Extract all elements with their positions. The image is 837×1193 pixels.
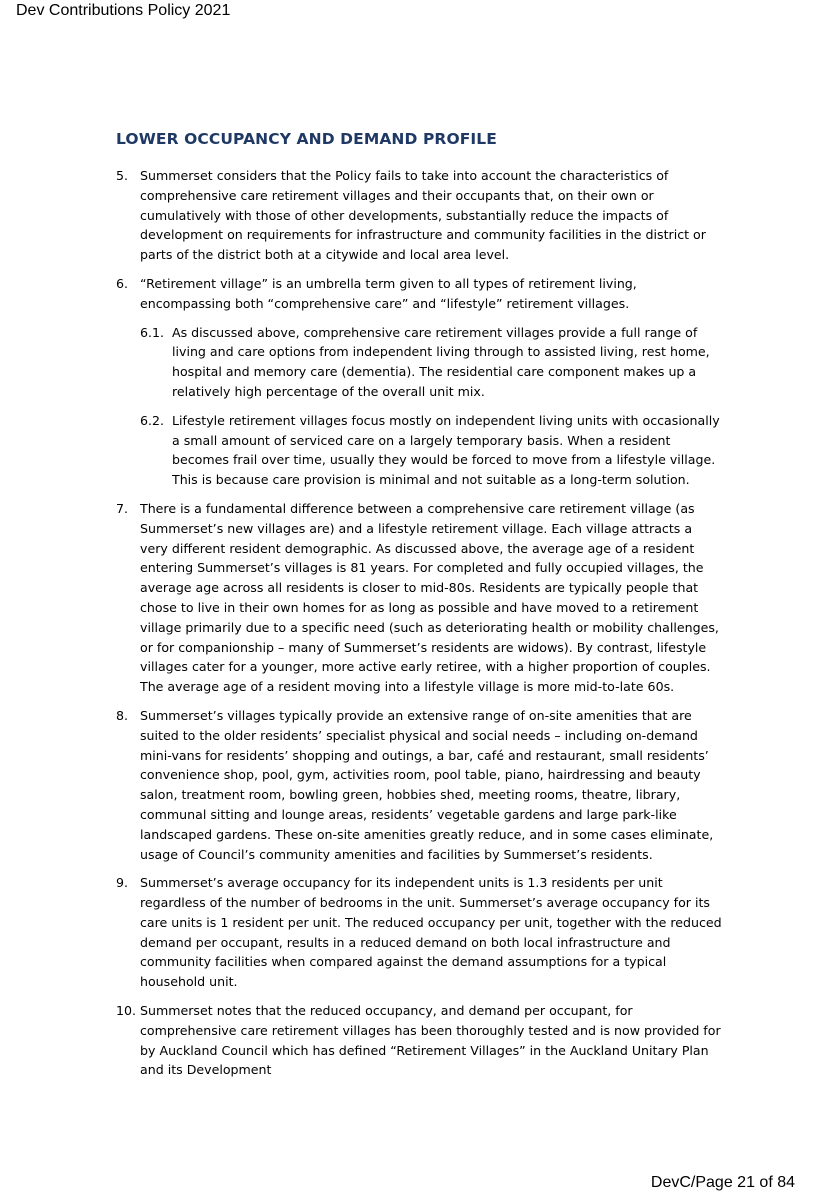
paragraph-number: 5.	[116, 168, 129, 183]
paragraph-number: 6.1.	[140, 324, 165, 340]
paragraph-6	[116, 274, 722, 314]
paragraph-number: 8.	[116, 707, 129, 723]
paragraph-7	[116, 499, 722, 697]
paragraph-text: Summerset’s average occupancy for its independent units is 1.3 residents per unit regardless of the number of bedrooms in the unit. Summerset’s average occupancy for its care units is 1 resident per unit. The reduced occupancy per unit, together with the reduced demand per occupant, results in a reduced demand on both local infrastructure and community facilities when compared against the demand assumptions for a typical household unit.	[140, 875, 722, 990]
paragraph-number: 7.	[116, 500, 129, 516]
paragraph-text: Summerset considers that the Policy fails to take into account the characteristics of comprehensive care retirement villages and their occupants that, on their own or cumulatively with those of other developments, substantially reduce the impacts of development on requirements for infrastructure and community facilities in the district or parts of the district both at a citywide and local area level.	[140, 168, 706, 263]
paragraph-text: Summerset’s villages typically provide an extensive range of on-site amenities that are suited to the older residents’ specialist physical and social needs – including on-demand mini-vans for residents’ shopping and outings, a bar, café and restaurant, small residents’ convenience shop, pool, gym, activities room, pool table, piano, hairdressing and beauty salon, treatment room, bowling green, hobbies shed, meeting rooms, theatre, library, communal sitting and lounge areas, residents’ vegetable gardens and large park-like landscaped gardens. These on-site amenities greatly reduce, and in some cases eliminate, usage of Council’s community amenities and facilities by Summerset’s residents.	[140, 707, 714, 862]
paragraph-text: As discussed above, comprehensive care retirement villages provide a full range of living and care options from independent living through to assisted living, rest home, hospital and memory care (dementia). The residential care component makes up a relatively high percentage of the overall unit mix.	[172, 324, 710, 399]
page-footer: DevC/Page 21 of 84	[650, 1174, 795, 1191]
paragraph-10	[116, 1001, 722, 1080]
paragraph-text: Summerset notes that the reduced occupancy, and demand per occupant, for comprehensive care retirement villages has been thoroughly tested and is now provided for by Auckland Council which has defined “Retirement Villages” in the Auckland Unitary Plan and its Development	[140, 1003, 721, 1078]
paragraph-8	[116, 706, 722, 864]
paragraph-number: 6.	[116, 275, 129, 291]
page-header: Dev Contributions Policy 2021	[16, 2, 231, 19]
paragraph-5	[116, 166, 722, 265]
paragraph-number: 6.2.	[140, 412, 165, 428]
section-heading: LOWER OCCUPANCY AND DEMAND PROFILE	[116, 130, 497, 148]
paragraph-number: 10.	[116, 1003, 137, 1019]
paragraph-9	[116, 873, 722, 992]
document-body	[116, 130, 722, 1089]
paragraph-6-1	[140, 323, 722, 402]
paragraph-text: There is a fundamental difference between a comprehensive care retirement village (as Summerset’s new villages are) and a lifestyle retirement village. Each village attracts a very different resident demographic. As discussed above, the average age of a resident entering Summerset’s villages is 81 years. For completed and fully occupied villages, the average age across all residents is closer to mid-80s. Residents are typically people that chose to live in their own homes for as long as possible and have moved to a retirement village primarily due to a specific need (such as deteriorating health or mobility challenges, or for companionship – many of Summerset’s residents are widows). By contrast, lifestyle villages cater for a younger, more active early retiree, with a higher proportion of couples. The average age of a resident moving into a lifestyle village is more mid-to-late 60s.	[140, 500, 719, 695]
paragraph-text: Lifestyle retirement villages focus mostly on independent living units with occasionally a small amount of serviced care on a largely temporary basis. When a resident becomes frail over time, usually they would be forced to move from a lifestyle village. This is because care provision is minimal and not suitable as a long-term solution.	[172, 412, 720, 488]
paragraph-text: “Retirement village” is an umbrella term given to all types of retirement living, encompassing both “comprehensive care” and “lifestyle” retirement villages.	[140, 275, 637, 311]
paragraph-6-2	[140, 411, 722, 490]
paragraph-number: 9.	[116, 875, 129, 891]
